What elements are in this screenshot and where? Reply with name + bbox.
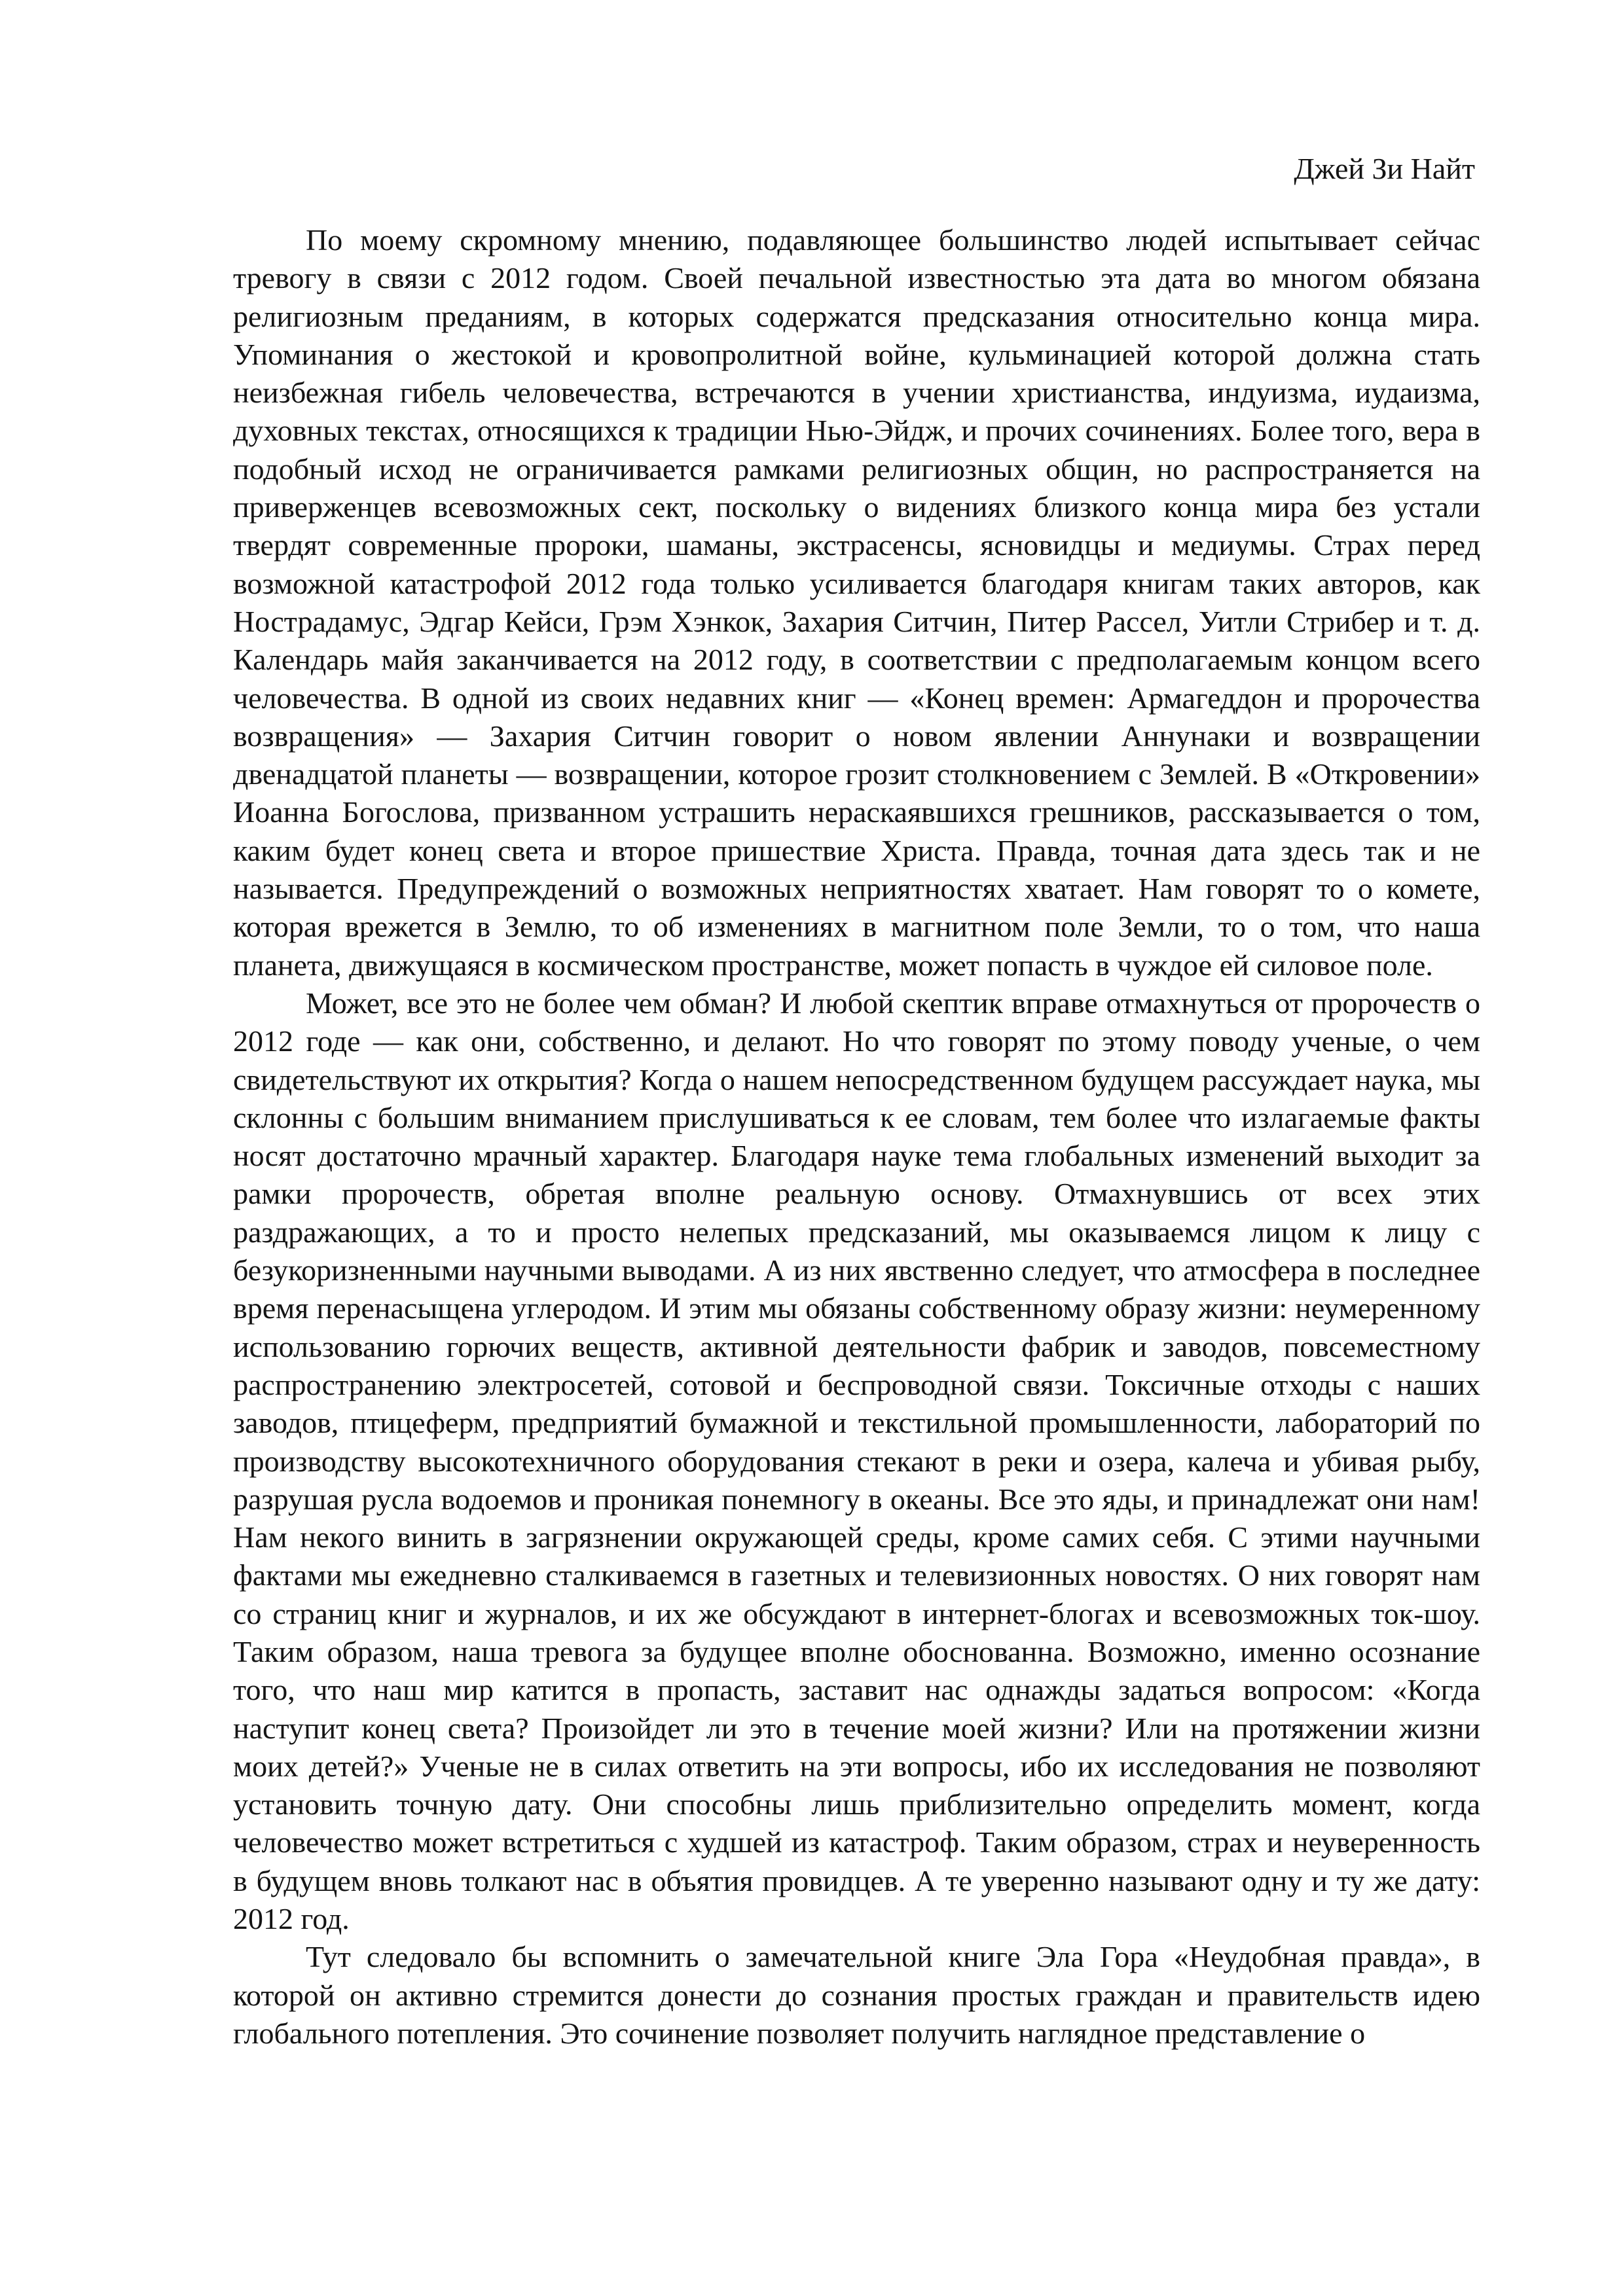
author-header: Джей Зи Найт [1294,152,1475,185]
paragraph-1: По моему скромному мнению, подавляющее большинство людей испытывает сейчас тревогу в связи с 2012 годом. Своей печальной известностью эта дата во многом обязана религиозным преданиям, в которых содержатся предсказания относительно конца мира. Упоминания о жестокой и кровопролитной войне, кульминацией которой должна стать неизбежная гибель человечества, встречаются в учении христианства, индуизма, иудаизма, духовных текстах, относящихся к традиции Нью-Эйдж, и прочих сочинениях. Более того, вера в подобный исход не ограничивается рамками религиозных общин, но распространяется на приверженцев всевозможных сект, поскольку о видениях близкого конца мира без устали твердят современные пророки, шаманы, экстрасенсы, ясновидцы и медиумы. Страх перед возможной катастрофой 2012 года только усиливается благодаря книгам таких авторов, как Нострадамус, Эдгар Кейси, Грэм Хэнкок, Захария Ситчин, Питер Рассел, Уитли Стрибер и т. д. Календарь майя заканчивается на 2012 году, в соответствии с предполагаемым концом всего человечества. В одной из своих недавних книг — «Конец времен: Армагеддон и пророчества возвращения» — Захария Ситчин говорит о новом явлении Аннунаки и возвращении двенадцатой планеты — возвращении, которое грозит столкновением с Землей. В «Откровении» Иоанна Богослова, призванном устрашить нераскаявшихся грешников, рассказывается о том, каким будет конец света и второе пришествие Христа. Правда, точная дата здесь так и не называется. Предупреждений о возможных неприятностях хватает. Нам говорят то о комете, которая врежется в Землю, то об изменениях в магнитном поле Земли, то о том, что наша планета, движущаяся в космическом пространстве, может попасть в чуждое ей силовое поле. [233,223,1480,982]
paragraph-2: Может, все это не более чем обман? И любой скептик вправе отмахнуться от пророчеств о 2012 годе — как они, собственно, и делают. Но что говорят по этому поводу ученые, о чем свидетельствуют их открытия? Когда о нашем непосредственном будущем рассуждает наука, мы склонны с большим вниманием прислушиваться к ее словам, тем более что излагаемые факты носят достаточно мрачный характер. Благодаря науке тема глобальных изменений выходит за рамки пророчеств, обретая вполне реальную основу. Отмахнувшись от всех этих раздражающих, а то и просто нелепых предсказаний, мы оказываемся лицом к лицу с безукоризненными научными выводами. А из них явственно следует, что атмосфера в последнее время перенасыщена углеродом. И этим мы обязаны собственному образу жизни: неумеренному использованию горючих веществ, активной деятельности фабрик и заводов, повсеместному распространению электросетей, сотовой и беспроводной связи. Токсичные отходы с наших заводов, птицеферм, предприятий бумажной и текстильной промышленности, лабораторий по производству высокотехничного оборудования стекают в реки и озера, калеча и убивая рыбу, разрушая русла водоемов и проникая понемногу в океаны. Все это яды, и принадлежат они нам! Нам некого винить в загрязнении окружающей среды, кроме самих себя. С этими научными фактами мы ежедневно сталкиваемся в газетных и телевизионных новостях. О них говорят нам со страниц книг и журналов, и их же обсуждают в интернет-блогах и всевозможных ток-шоу. Таким образом, наша тревога за будущее вполне обоснованна. Возможно, именно осознание того, что наш мир катится в пропасть, заставит нас однажды задаться вопросом: «Когда наступит конец света? Произойдет ли это в течение моей жизни? Или на протяжении жизни моих детей?» Ученые не в силах ответить на эти вопросы, ибо их исследования не позволяют установить точную дату. Они способны лишь приблизительно определить момент, когда человечество может встретиться с худшей из катастроф. Таким образом, страх и неуверенность в будущем вновь толкают нас в объятия провидцев. А те уверенно называют одну и ту же дату: 2012 год. [233,986,1480,1936]
paragraph-3: Тут следовало бы вспомнить о замечательной книге Эла Гора «Неудобная правда», в которой он активно стремится донести до сознания простых граждан и правительств идею глобального потепления. Это сочинение позволяет получить наглядное представление о [233,1940,1480,2050]
body-text [233,221,1480,2053]
